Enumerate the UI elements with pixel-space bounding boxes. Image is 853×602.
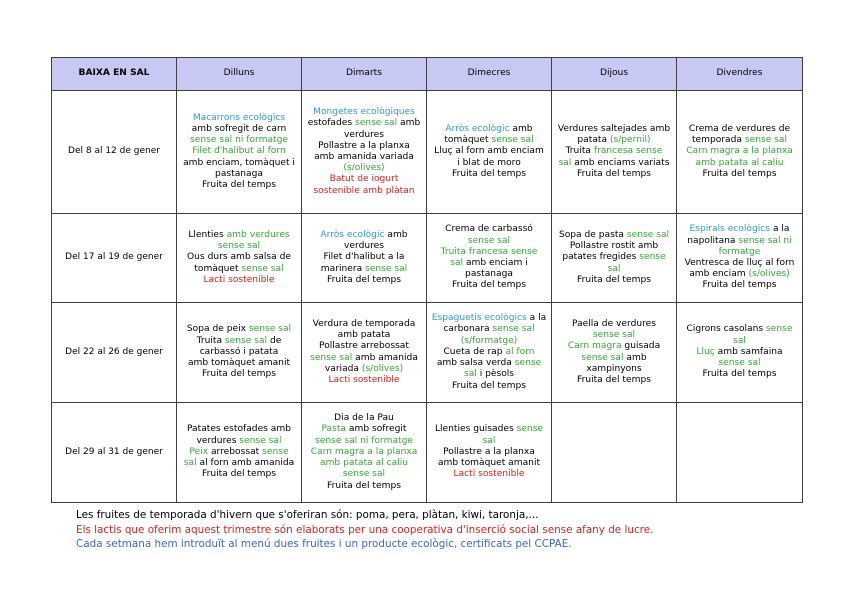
menu-text: Verdura de temporada bbox=[312, 318, 416, 329]
menu-text: sense sal bbox=[592, 330, 636, 341]
menu-text: Arròs ecològic bbox=[445, 123, 510, 134]
menu-cell bbox=[177, 403, 302, 503]
menu-line bbox=[556, 230, 672, 241]
menu-cell bbox=[302, 303, 427, 403]
menu-text: sal bbox=[183, 458, 197, 469]
menu-text: sense sal bbox=[492, 324, 535, 335]
menu-text: sense sal bbox=[718, 358, 761, 369]
menu-line bbox=[431, 347, 547, 358]
menu-text: Pasta bbox=[321, 424, 347, 435]
menu-text: variada bbox=[324, 363, 362, 374]
menu-line bbox=[681, 280, 798, 291]
menu-line bbox=[681, 269, 798, 280]
menu-line bbox=[181, 264, 297, 275]
menu-line bbox=[431, 169, 547, 180]
menu-text: sense sal bbox=[365, 263, 408, 274]
menu-text: amb amanida variada bbox=[314, 152, 414, 162]
menu-line bbox=[306, 319, 422, 330]
menu-text: amb enciam i bbox=[463, 258, 528, 268]
menu-text: Ous durs amb salsa de bbox=[187, 252, 291, 263]
menu-line bbox=[431, 258, 547, 269]
menu-text: Ventresca de lluç al forn bbox=[684, 258, 795, 268]
menu-cell bbox=[552, 214, 677, 303]
menu-text: amb tomàquet amanit bbox=[437, 458, 541, 469]
menu-line bbox=[306, 130, 422, 141]
note-ecological: Cada setmana hem introduït al menú dues fruites i un producte ecològic, certificats pel CCPAE. bbox=[76, 538, 572, 550]
menu-text: Fruita del temps bbox=[452, 168, 526, 179]
menu-line bbox=[556, 158, 672, 169]
menu-line bbox=[181, 113, 297, 124]
menu-line bbox=[306, 107, 422, 118]
menu-text: Filet d'halibut al forn bbox=[192, 146, 286, 157]
menu-text: Fruita del temps bbox=[452, 380, 526, 391]
menu-line bbox=[181, 336, 297, 347]
menu-text: (s/olives) bbox=[748, 269, 790, 280]
menu-text: Verdures saltejades amb bbox=[557, 123, 671, 134]
menu-line bbox=[681, 258, 798, 269]
menu-text: Fruita del temps bbox=[327, 480, 401, 491]
menu-line bbox=[556, 275, 672, 286]
menu-cell bbox=[427, 214, 552, 303]
menu-text: Lacti sostenible bbox=[203, 274, 275, 285]
menu-line bbox=[431, 269, 547, 280]
menu-line bbox=[181, 169, 297, 180]
menu-text: sense sal bbox=[310, 352, 353, 363]
menu-text: Llenties bbox=[188, 229, 227, 240]
menu-line bbox=[431, 369, 547, 380]
menu-text: carbonara bbox=[443, 324, 493, 335]
menu-text: Truita bbox=[196, 335, 225, 346]
menu-line bbox=[181, 124, 297, 135]
menu-text: sal bbox=[607, 263, 621, 274]
menu-text: amb bbox=[509, 123, 533, 134]
menu-cell bbox=[677, 303, 803, 403]
menu-cell bbox=[177, 303, 302, 403]
menu-text: patates fregides bbox=[562, 252, 640, 263]
menu-text: sal bbox=[450, 258, 464, 268]
menu-text: amb sofregit de carn bbox=[191, 123, 287, 134]
menu-line bbox=[556, 353, 672, 364]
menu-cell bbox=[177, 91, 302, 214]
menu-line bbox=[431, 224, 547, 235]
menu-line bbox=[681, 324, 798, 335]
menu-text: Fruita del temps bbox=[577, 374, 651, 385]
menu-text: formatge bbox=[718, 246, 761, 257]
menu-line bbox=[681, 236, 798, 247]
menu-line bbox=[181, 358, 297, 369]
menu-text: Macarrons ecològics bbox=[192, 112, 286, 123]
menu-cell bbox=[677, 91, 803, 214]
menu-line bbox=[306, 230, 422, 241]
menu-text: sostenible amb plàtan bbox=[313, 185, 415, 196]
menu-text: sense sal bbox=[248, 324, 292, 335]
menu-line bbox=[431, 424, 547, 435]
menu-text: Lluç bbox=[696, 346, 715, 357]
menu-line bbox=[431, 324, 547, 335]
menu-text: (s/pernil) bbox=[609, 135, 651, 146]
menu-line bbox=[556, 375, 672, 386]
menu-text: sense sal bbox=[354, 118, 398, 129]
day-header: Dimecres bbox=[427, 58, 552, 91]
menu-text: sense sal bbox=[491, 135, 534, 146]
menu-line bbox=[306, 469, 422, 480]
menu-line bbox=[431, 135, 547, 146]
menu-text: sal bbox=[482, 435, 496, 446]
menu-line bbox=[681, 336, 798, 347]
menu-line bbox=[431, 280, 547, 291]
menu-line bbox=[306, 174, 422, 185]
menu-text: amb bbox=[384, 229, 408, 240]
menu-line bbox=[681, 369, 798, 380]
menu-line bbox=[681, 135, 798, 146]
week-label: Del 29 al 31 de gener bbox=[52, 403, 177, 503]
menu-line bbox=[181, 347, 297, 358]
menu-line bbox=[181, 447, 297, 458]
week-row bbox=[52, 214, 803, 303]
menu-line bbox=[306, 481, 422, 492]
menu-line bbox=[306, 330, 422, 341]
menu-line bbox=[556, 124, 672, 135]
menu-line bbox=[181, 180, 297, 191]
week-label: Del 8 al 12 de gener bbox=[52, 91, 177, 214]
menu-text: pastanaga bbox=[215, 168, 263, 179]
menu-text: sal bbox=[558, 157, 572, 168]
menu-text: Sopa de peix bbox=[186, 324, 249, 335]
menu-text: amb samfaina bbox=[714, 346, 783, 357]
menu-text: Fruita del temps bbox=[452, 280, 526, 291]
menu-line bbox=[681, 158, 798, 169]
menu-text: sense bbox=[766, 324, 793, 335]
menu-text: (s/olives) bbox=[343, 163, 385, 174]
menu-text: Carn magra bbox=[567, 341, 622, 352]
week-row bbox=[52, 403, 803, 503]
menu-text: sense sal ni formatge bbox=[190, 135, 288, 146]
menu-text: tomàquet bbox=[444, 135, 492, 146]
menu-line bbox=[181, 252, 297, 263]
week-row bbox=[52, 91, 803, 214]
week-label: Del 17 al 19 de gener bbox=[52, 214, 177, 303]
menu-line bbox=[431, 436, 547, 447]
menu-text: amb tomàquet amanit bbox=[187, 358, 291, 369]
menu-line bbox=[431, 124, 547, 135]
menu-line bbox=[556, 252, 672, 263]
menu-text: Espaguetis ecològics bbox=[431, 313, 527, 324]
menu-text: sense bbox=[639, 252, 666, 263]
menu-text: Fruita del temps bbox=[327, 274, 401, 285]
menu-line bbox=[556, 330, 672, 341]
menu-text: Cueta de rap bbox=[443, 346, 506, 357]
menu-line bbox=[431, 381, 547, 392]
menu-text: sense sal bbox=[626, 229, 670, 240]
menu-cell bbox=[302, 403, 427, 503]
menu-text: Truita bbox=[565, 146, 594, 157]
menu-text: francesa sense bbox=[593, 146, 663, 157]
menu-text: sense sal bbox=[342, 469, 386, 480]
menu-text: amb amanida bbox=[352, 352, 418, 363]
menu-line bbox=[181, 436, 297, 447]
menu-text: Lacti sostenible bbox=[328, 374, 400, 385]
menu-table bbox=[51, 57, 803, 503]
menu-text: Fruita del temps bbox=[202, 469, 276, 480]
menu-line bbox=[431, 247, 547, 258]
menu-text: Fruita del temps bbox=[702, 280, 777, 291]
menu-line bbox=[556, 135, 672, 146]
menu-line bbox=[681, 224, 798, 235]
menu-line bbox=[181, 135, 297, 146]
menu-line bbox=[431, 469, 547, 480]
menu-line bbox=[556, 241, 672, 252]
menu-line bbox=[181, 469, 297, 480]
menu-line bbox=[681, 247, 798, 258]
menu-text: (s/olives) bbox=[361, 363, 404, 374]
menu-text: Crema de carbassó bbox=[445, 224, 533, 235]
menu-text: tomàquet bbox=[194, 263, 242, 274]
week-label: Del 22 al 26 de gener bbox=[52, 303, 177, 403]
menu-text: arrebossat bbox=[208, 446, 263, 457]
menu-cell bbox=[552, 403, 677, 503]
menu-line bbox=[306, 141, 422, 152]
menu-text: Mongetes ecològiques bbox=[313, 107, 415, 118]
menu-line bbox=[181, 275, 297, 286]
menu-text: Crema de verdures de bbox=[688, 123, 791, 134]
menu-cell bbox=[677, 403, 803, 503]
menu-text: Carn magra a la planxa bbox=[310, 446, 418, 457]
notes bbox=[76, 508, 653, 552]
menu-cell bbox=[552, 91, 677, 214]
menu-text: Cigrons casolans bbox=[686, 324, 767, 335]
menu-text: i pèsols bbox=[476, 369, 515, 380]
menu-text: Fruita del temps bbox=[702, 168, 777, 179]
menu-line bbox=[181, 146, 297, 157]
menu-line bbox=[181, 158, 297, 169]
menu-text: Sopa de pasta bbox=[558, 229, 627, 240]
menu-line bbox=[306, 447, 422, 458]
menu-cell bbox=[677, 214, 803, 303]
menu-text: sense sal bbox=[467, 235, 511, 246]
menu-text: sense bbox=[516, 424, 544, 435]
menu-text: amb salsa verda bbox=[436, 358, 515, 369]
menu-line bbox=[306, 413, 422, 424]
menu-line bbox=[306, 424, 422, 435]
menu-text: sense sal bbox=[239, 435, 282, 446]
menu-line bbox=[681, 146, 798, 157]
menu-cell bbox=[552, 303, 677, 403]
menu-text: Espirals ecològics bbox=[689, 224, 771, 235]
menu-line bbox=[306, 341, 422, 352]
menu-text: sal bbox=[733, 335, 746, 346]
menu-text: Fruita del temps bbox=[202, 369, 276, 380]
menu-text: xampinyons bbox=[586, 363, 642, 374]
menu-text: amb bbox=[623, 352, 647, 363]
menu-text: patata bbox=[577, 135, 610, 146]
menu-text: guisada bbox=[621, 341, 661, 352]
menu-text: pastanaga bbox=[465, 269, 513, 280]
menu-line bbox=[306, 152, 422, 163]
menu-text: Fruita del temps bbox=[202, 180, 276, 190]
menu-line bbox=[306, 163, 422, 174]
menu-text: al forn bbox=[505, 346, 535, 357]
menu-text: verdures bbox=[196, 435, 240, 446]
menu-text: al forn amb amanida bbox=[196, 458, 295, 469]
menu-text: amb verdures bbox=[226, 229, 290, 240]
menu-line bbox=[431, 236, 547, 247]
menu-line bbox=[681, 347, 798, 358]
menu-text: Truita francesa sense bbox=[440, 246, 538, 257]
menu-cell bbox=[302, 214, 427, 303]
menu-text: sense sal bbox=[241, 263, 284, 274]
menu-line bbox=[181, 369, 297, 380]
menu-text: Arròs ecològic bbox=[320, 229, 385, 240]
menu-line bbox=[431, 447, 547, 458]
header-row bbox=[52, 58, 803, 91]
menu-line bbox=[431, 458, 547, 469]
menu-text: Paella de verdures bbox=[572, 318, 656, 329]
menu-line bbox=[306, 458, 422, 469]
menu-line bbox=[306, 275, 422, 286]
menu-text: amb patata al caliu bbox=[320, 458, 408, 469]
day-header: Dimarts bbox=[302, 58, 427, 91]
menu-text: Fruita del temps bbox=[577, 274, 651, 285]
menu-line bbox=[556, 319, 672, 330]
menu-text: Carn magra a la planxa bbox=[686, 146, 793, 157]
menu-line bbox=[431, 313, 547, 324]
menu-text: Lluç al forn amb enciam bbox=[434, 146, 544, 157]
menu-text: Batut de iogurt bbox=[329, 174, 399, 185]
menu-cell bbox=[427, 403, 552, 503]
menu-text: marinera bbox=[320, 263, 366, 274]
day-header: Dijous bbox=[552, 58, 677, 91]
menu-line bbox=[556, 341, 672, 352]
menu-line bbox=[681, 124, 798, 135]
menu-text: Peix bbox=[189, 446, 209, 457]
menu-text: Pollastre a la planxa bbox=[318, 140, 410, 151]
menu-text: Pollastre rostit amb bbox=[569, 241, 659, 252]
menu-text: sense sal bbox=[217, 241, 261, 252]
menu-line bbox=[306, 353, 422, 364]
menu-line bbox=[556, 364, 672, 375]
menu-text: verdures bbox=[344, 241, 384, 252]
menu-text: amb patata bbox=[337, 330, 391, 341]
menu-text: Llenties guisades bbox=[434, 424, 517, 435]
menu-text: sense bbox=[514, 358, 542, 369]
menu-line bbox=[181, 458, 297, 469]
menu-cell bbox=[427, 303, 552, 403]
menu-line bbox=[306, 264, 422, 275]
note-fruits: Les fruites de temporada d'hivern que s'oferiran són: poma, pera, plàtan, kiwi, taronja,... bbox=[76, 509, 539, 521]
menu-text: amb sofregit bbox=[346, 424, 407, 435]
menu-text: sense sal bbox=[744, 135, 788, 146]
menu-text: Lacti sostenible bbox=[453, 469, 525, 480]
menu-line bbox=[306, 118, 422, 129]
menu-text: Pollastre arrebossat bbox=[319, 341, 409, 352]
day-header: Divendres bbox=[677, 58, 803, 91]
menu-text: sal bbox=[463, 369, 477, 380]
menu-line bbox=[431, 336, 547, 347]
menu-line bbox=[306, 364, 422, 375]
menu-text: verdures bbox=[344, 129, 384, 140]
menu-text: sense sal ni formatge bbox=[315, 435, 413, 446]
menu-text: temporada bbox=[691, 135, 745, 146]
menu-line bbox=[181, 324, 297, 335]
menu-line bbox=[431, 146, 547, 157]
note-dairy: Els lactis que oferim aquest trimestre són elaborats per una cooperativa d'inserció social sense afany de lucre. bbox=[76, 523, 654, 536]
menu-text: de bbox=[267, 335, 282, 346]
menu-text: Dia de la Pau bbox=[334, 413, 394, 424]
menu-text: carbassó i patata bbox=[199, 346, 279, 357]
menu-cell bbox=[302, 91, 427, 214]
menu-text: a la bbox=[526, 313, 547, 324]
menu-text: amb enciams variats bbox=[571, 157, 670, 168]
menu-text: Filet d'halibut a la bbox=[323, 252, 405, 263]
menu-text: amb patata al caliu bbox=[695, 157, 784, 168]
menu-text: a la bbox=[770, 224, 790, 235]
menu-line bbox=[181, 424, 297, 435]
menu-line bbox=[306, 375, 422, 386]
menu-text: sense sal bbox=[224, 335, 268, 346]
menu-text: sense sal bbox=[581, 352, 624, 363]
corner-header: BAIXA EN SAL bbox=[52, 58, 177, 91]
menu-line bbox=[556, 264, 672, 275]
menu-text: sense sal ni bbox=[738, 235, 792, 246]
menu-line bbox=[306, 436, 422, 447]
menu-text: amb enciam bbox=[689, 269, 749, 280]
menu-text: amb enciam, tomàquet i bbox=[183, 157, 295, 168]
menu-cell bbox=[177, 214, 302, 303]
menu-line bbox=[306, 186, 422, 197]
menu-text: estofades bbox=[307, 118, 355, 129]
menu-text: Fruita del temps bbox=[577, 168, 651, 179]
menu-text: Pollastre a la planxa bbox=[443, 446, 535, 457]
menu-line bbox=[431, 158, 547, 169]
menu-text: (s/formatge) bbox=[460, 335, 518, 346]
menu-line bbox=[556, 169, 672, 180]
menu-text: amb bbox=[397, 118, 421, 129]
menu-line bbox=[681, 358, 798, 369]
menu-line bbox=[306, 252, 422, 263]
menu-cell bbox=[427, 91, 552, 214]
menu-text: i blat de moro bbox=[457, 157, 521, 168]
menu-line bbox=[306, 241, 422, 252]
menu-text: Fruita del temps bbox=[702, 369, 777, 380]
menu-line bbox=[431, 358, 547, 369]
menu-line bbox=[181, 230, 297, 241]
menu-line bbox=[181, 241, 297, 252]
week-row bbox=[52, 303, 803, 403]
menu-line bbox=[556, 146, 672, 157]
menu-text: Patates estofades amb bbox=[186, 424, 291, 435]
day-header: Dilluns bbox=[177, 58, 302, 91]
menu-text: napolitana bbox=[687, 235, 739, 246]
menu-line bbox=[681, 169, 798, 180]
menu-text: sense bbox=[262, 446, 289, 457]
